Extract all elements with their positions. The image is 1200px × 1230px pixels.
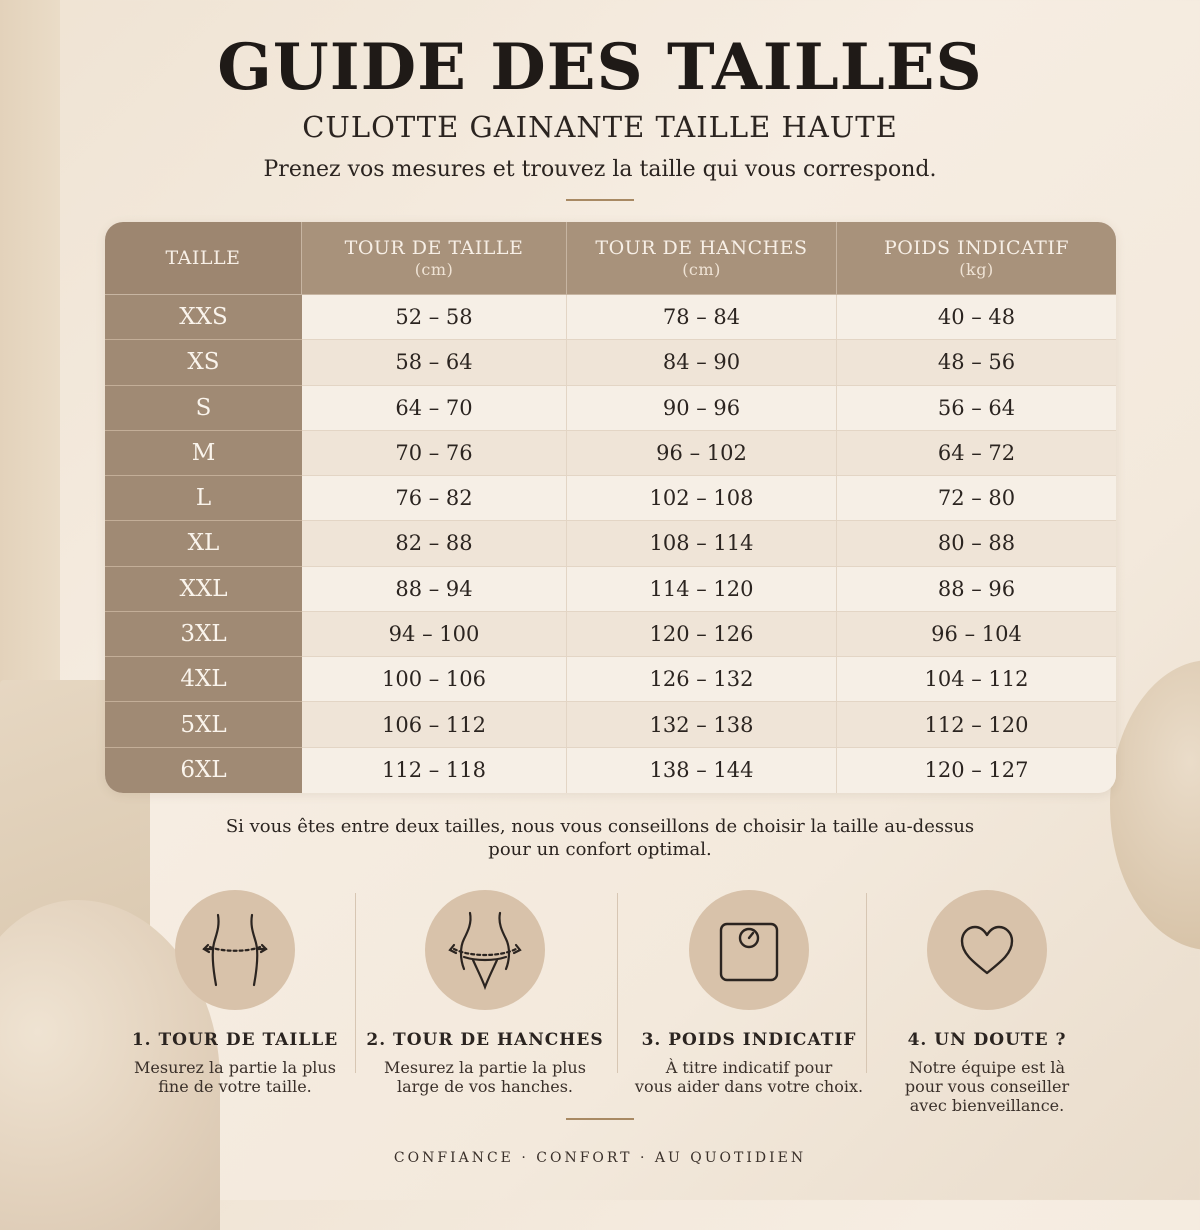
footer-tagline: CONFIANCE · CONFORT · AU QUOTIDIEN: [393, 1150, 807, 1166]
top-divider: [566, 199, 634, 201]
waist-value-cell: 58 – 64: [302, 340, 567, 385]
column-header-label: TAILLE: [165, 247, 241, 269]
hips-value-cell: 90 – 96: [567, 386, 837, 431]
hips-value-cell: 114 – 120: [567, 567, 837, 612]
hips-value-cell: 102 – 108: [567, 476, 837, 521]
waist-measure-icon: [175, 890, 295, 1010]
hips-value-cell: 132 – 138: [567, 702, 837, 747]
tip-text: À titre indicatif pour vous aider dans votre choix.: [634, 1058, 864, 1096]
size-label-cell: XXL: [105, 567, 302, 612]
column-header-hips: [567, 222, 837, 295]
waist-value-cell: 82 – 88: [302, 521, 567, 566]
hips-value-cell: 138 – 144: [567, 748, 837, 793]
size-label-cell: M: [105, 431, 302, 476]
weight-value-cell: 104 – 112: [837, 657, 1116, 702]
tip-title: 3. POIDS INDICATIF: [641, 1030, 857, 1050]
weight-value-cell: 40 – 48: [837, 295, 1116, 340]
hips-value-cell: 78 – 84: [567, 295, 837, 340]
hips-measure-icon: [425, 890, 545, 1010]
waist-value-cell: 112 – 118: [302, 748, 567, 793]
scale-icon: [689, 890, 809, 1010]
column-header-waist: [302, 222, 567, 295]
waist-value-cell: 94 – 100: [302, 612, 567, 657]
hips-value-cell: 84 – 90: [567, 340, 837, 385]
size-label-cell: XXS: [105, 295, 302, 340]
column-header-label: TOUR DE TAILLE: [344, 237, 524, 259]
weight-value-cell: 56 – 64: [837, 386, 1116, 431]
intro-text: Prenez vos mesures et trouvez la taille qui vous correspond.: [263, 157, 937, 182]
size-advice-line: pour un confort optimal.: [488, 839, 712, 860]
size-chart-table: [105, 222, 1116, 793]
tip-title: 4. UN DOUTE ?: [907, 1030, 1067, 1050]
heart-icon: [927, 890, 1047, 1010]
waist-value-cell: 100 – 106: [302, 657, 567, 702]
background-pebble: [1110, 660, 1200, 950]
column-header-label: TOUR DE HANCHES: [595, 237, 808, 259]
tip-separator: [355, 893, 356, 1073]
size-label-cell: XL: [105, 521, 302, 566]
column-header-unit: (cm): [414, 260, 454, 279]
column-header-label: POIDS INDICATIF: [883, 237, 1070, 259]
tip-separator: [617, 893, 618, 1073]
weight-value-cell: 112 – 120: [837, 702, 1116, 747]
tip-text: Mesurez la partie la plus fine de votre taille.: [134, 1058, 336, 1096]
waist-value-cell: 106 – 112: [302, 702, 567, 747]
weight-value-cell: 48 – 56: [837, 340, 1116, 385]
column-header-weight: [837, 222, 1116, 295]
hips-value-cell: 126 – 132: [567, 657, 837, 702]
waist-value-cell: 52 – 58: [302, 295, 567, 340]
tip-text: Notre équipe est là pour vous conseiller avec bienveillance.: [904, 1058, 1070, 1115]
size-advice-line: Si vous êtes entre deux tailles, nous vous conseillons de choisir la taille au-dessus: [225, 816, 975, 837]
page-title: GUIDE DES TAILLES: [217, 30, 983, 105]
hips-value-cell: 96 – 102: [567, 431, 837, 476]
tip-title: 2. TOUR DE HANCHES: [366, 1030, 604, 1050]
waist-value-cell: 70 – 76: [302, 431, 567, 476]
column-header-size: [105, 222, 302, 295]
hips-value-cell: 120 – 126: [567, 612, 837, 657]
weight-value-cell: 88 – 96: [837, 567, 1116, 612]
column-header-unit: (cm): [682, 260, 721, 279]
size-label-cell: 6XL: [105, 748, 302, 793]
weight-value-cell: 120 – 127: [837, 748, 1116, 793]
size-label-cell: L: [105, 476, 302, 521]
weight-value-cell: 72 – 80: [837, 476, 1116, 521]
tip-title: 1. TOUR DE TAILLE: [131, 1030, 339, 1050]
page-subtitle: CULOTTE GAINANTE TAILLE HAUTE: [302, 110, 898, 144]
size-advice: [0, 815, 1200, 861]
tip-doubt: [862, 890, 1112, 1115]
weight-value-cell: 64 – 72: [837, 431, 1116, 476]
tip-text: Mesurez la partie la plus large de vos hanches.: [384, 1058, 586, 1096]
size-label-cell: 4XL: [105, 657, 302, 702]
waist-value-cell: 76 – 82: [302, 476, 567, 521]
tip-hips: [360, 890, 610, 1096]
tip-weight: [624, 890, 874, 1096]
hips-value-cell: 108 – 114: [567, 521, 837, 566]
size-label-cell: S: [105, 386, 302, 431]
waist-value-cell: 64 – 70: [302, 386, 567, 431]
size-label-cell: XS: [105, 340, 302, 385]
size-label-cell: 3XL: [105, 612, 302, 657]
tip-waist: [110, 890, 360, 1096]
column-header-unit: (kg): [959, 260, 994, 279]
weight-value-cell: 96 – 104: [837, 612, 1116, 657]
waist-value-cell: 88 – 94: [302, 567, 567, 612]
size-label-cell: 5XL: [105, 702, 302, 747]
weight-value-cell: 80 – 88: [837, 521, 1116, 566]
bottom-divider: [566, 1118, 634, 1120]
